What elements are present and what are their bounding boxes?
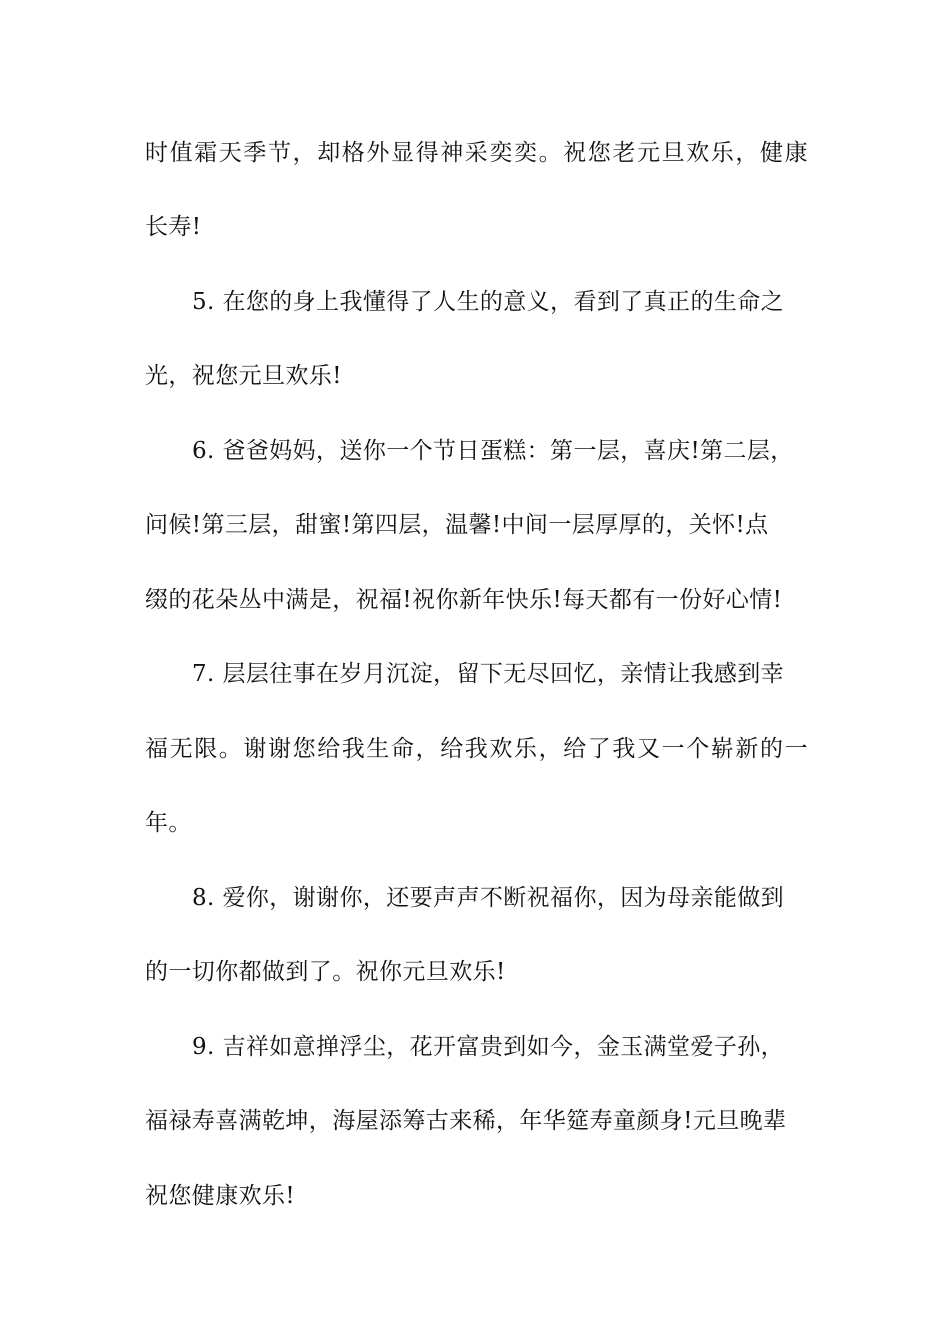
paragraph-line: 的一切你都做到了。祝你元旦欢乐! — [145, 959, 506, 985]
paragraph-line: 福无限。谢谢您给我生命，给我欢乐，给了我又一个崭新的一 — [145, 736, 810, 762]
paragraph-line: 缀的花朵丛中满是，祝福!祝你新年快乐!每天都有一份好心情! — [145, 587, 783, 613]
paragraph-line: 5. 在您的身上我懂得了人生的意义，看到了真正的生命之 — [192, 289, 785, 315]
paragraph-line: 6. 爸爸妈妈，送你一个节日蛋糕：第一层，喜庆!第二层， — [192, 438, 794, 464]
paragraph-line: 时值霜天季节，却格外显得神采奕奕。祝您老元旦欢乐，健康 — [145, 140, 810, 166]
paragraph-line: 9. 吉祥如意掸浮尘，花开富贵到如今，金玉满堂爱子孙， — [192, 1034, 785, 1060]
paragraph-line: 祝您健康欢乐! — [145, 1183, 296, 1209]
paragraph-line: 光，祝您元旦欢乐! — [145, 363, 342, 389]
paragraph-line: 8. 爱你，谢谢你，还要声声不断祝福你，因为母亲能做到 — [192, 885, 785, 911]
paragraph-line: 长寿! — [145, 214, 202, 240]
paragraph-line: 7. 层层往事在岁月沉淀，留下无尽回忆，亲情让我感到幸 — [192, 661, 785, 687]
paragraph-line: 年。 — [145, 810, 192, 836]
paragraph-line: 福禄寿喜满乾坤，海屋添筹古来稀，年华筵寿童颜身!元旦晚辈 — [145, 1108, 787, 1134]
paragraph-line: 问候!第三层，甜蜜!第四层，温馨!中间一层厚厚的，关怀!点 — [145, 512, 769, 538]
